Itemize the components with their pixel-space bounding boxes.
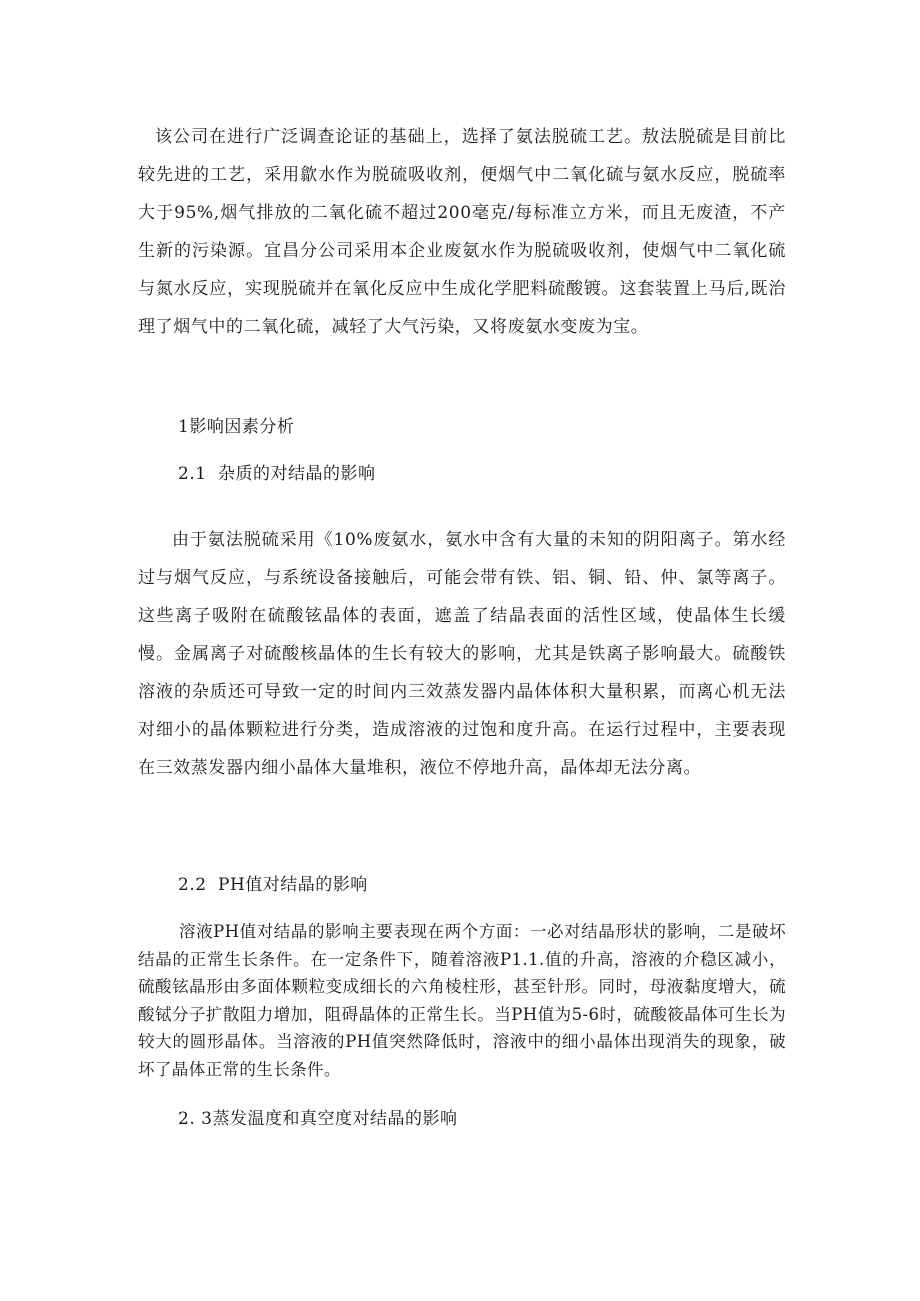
section-heading-2-1 [178,462,376,486]
section-number: 2.1 [178,464,207,484]
section-title: PH值对结晶的影响 [218,875,368,895]
section-heading-2-2 [178,873,368,897]
impurity-paragraph: 由于氨法脱硫采用《10%废氨水，氨水中含有大量的未知的阴阳离子。第水经过与烟气反应，与系统设备接触后，可能会带有铁、铝、铜、铅、仲、氯等离子。这些离子吸附在硫酸铉晶体的表面，遮盖了结晶表面的活性区域，使晶体生长缓慢。金属离子对硫酸核晶体的生长有较大的影响，尤其是铁离子影响最大。硫酸铁溶液的杂质还可导致一定的时间内三效蒸发器内晶体体积大量积累，而离心机无法对细小的晶体颗粒进行分类，造成溶液的过饱和度升高。在运行过程中，主要表现在三效蒸发器内细小晶体大量堆积，液位不停地升高，晶体却无法分离。 [138,530,786,778]
section-heading-2-3: 2. 3蒸发温度和真空度对结晶的影响 [178,1109,458,1129]
section-number: 2.2 [178,875,207,895]
section-title: 杂质的对结晶的影响 [218,464,376,484]
ph-paragraph: 溶液PH值对结晶的影响主要表现在两个方面：一必对结晶形状的影响，二是破坏结晶的正常生长条件。在一定条件下，随着溶液P1.1.值的升高，溶液的介稳区减小，硫酸铉晶形由多面体颗粒变成细长的六角棱柱形，甚至针形。同时，母液黏度增大，硫酸铽分子扩散阻力增加，阻碍晶体的正常生长。当PH值为5-6时，硫酸筱晶体可生长为较大的圆形晶体。当溶液的PH值突然降低时，溶液中的细小晶体出现消失的现象，破坏了晶体正常的生长条件。 [138,922,786,1079]
section-heading-influence-factors: 1影响因素分析 [178,417,295,437]
intro-paragraph: 该公司在进行广泛调查论证的基础上，选择了氨法脱硫工艺。敖法脱硫是目前比较先进的工艺，采用歙水作为脱硫吸收剂，便烟气中二氧化硫与氨水反应，脱硫率大于95%,烟气排放的二氧化硫不超过200毫克/每标准立方米，而且无废渣，不产生新的污染源。宜昌分公司采用本企业废氨水作为脱硫吸收剂，使烟气中二氧化硫与氮水反应，实现脱硫并在氧化反应中生成化学肥料硫酸镀。这套装置上马后,既治理了烟气中的二氧化硫，减轻了大气污染，又将废氨水变废为宝。 [138,127,786,337]
